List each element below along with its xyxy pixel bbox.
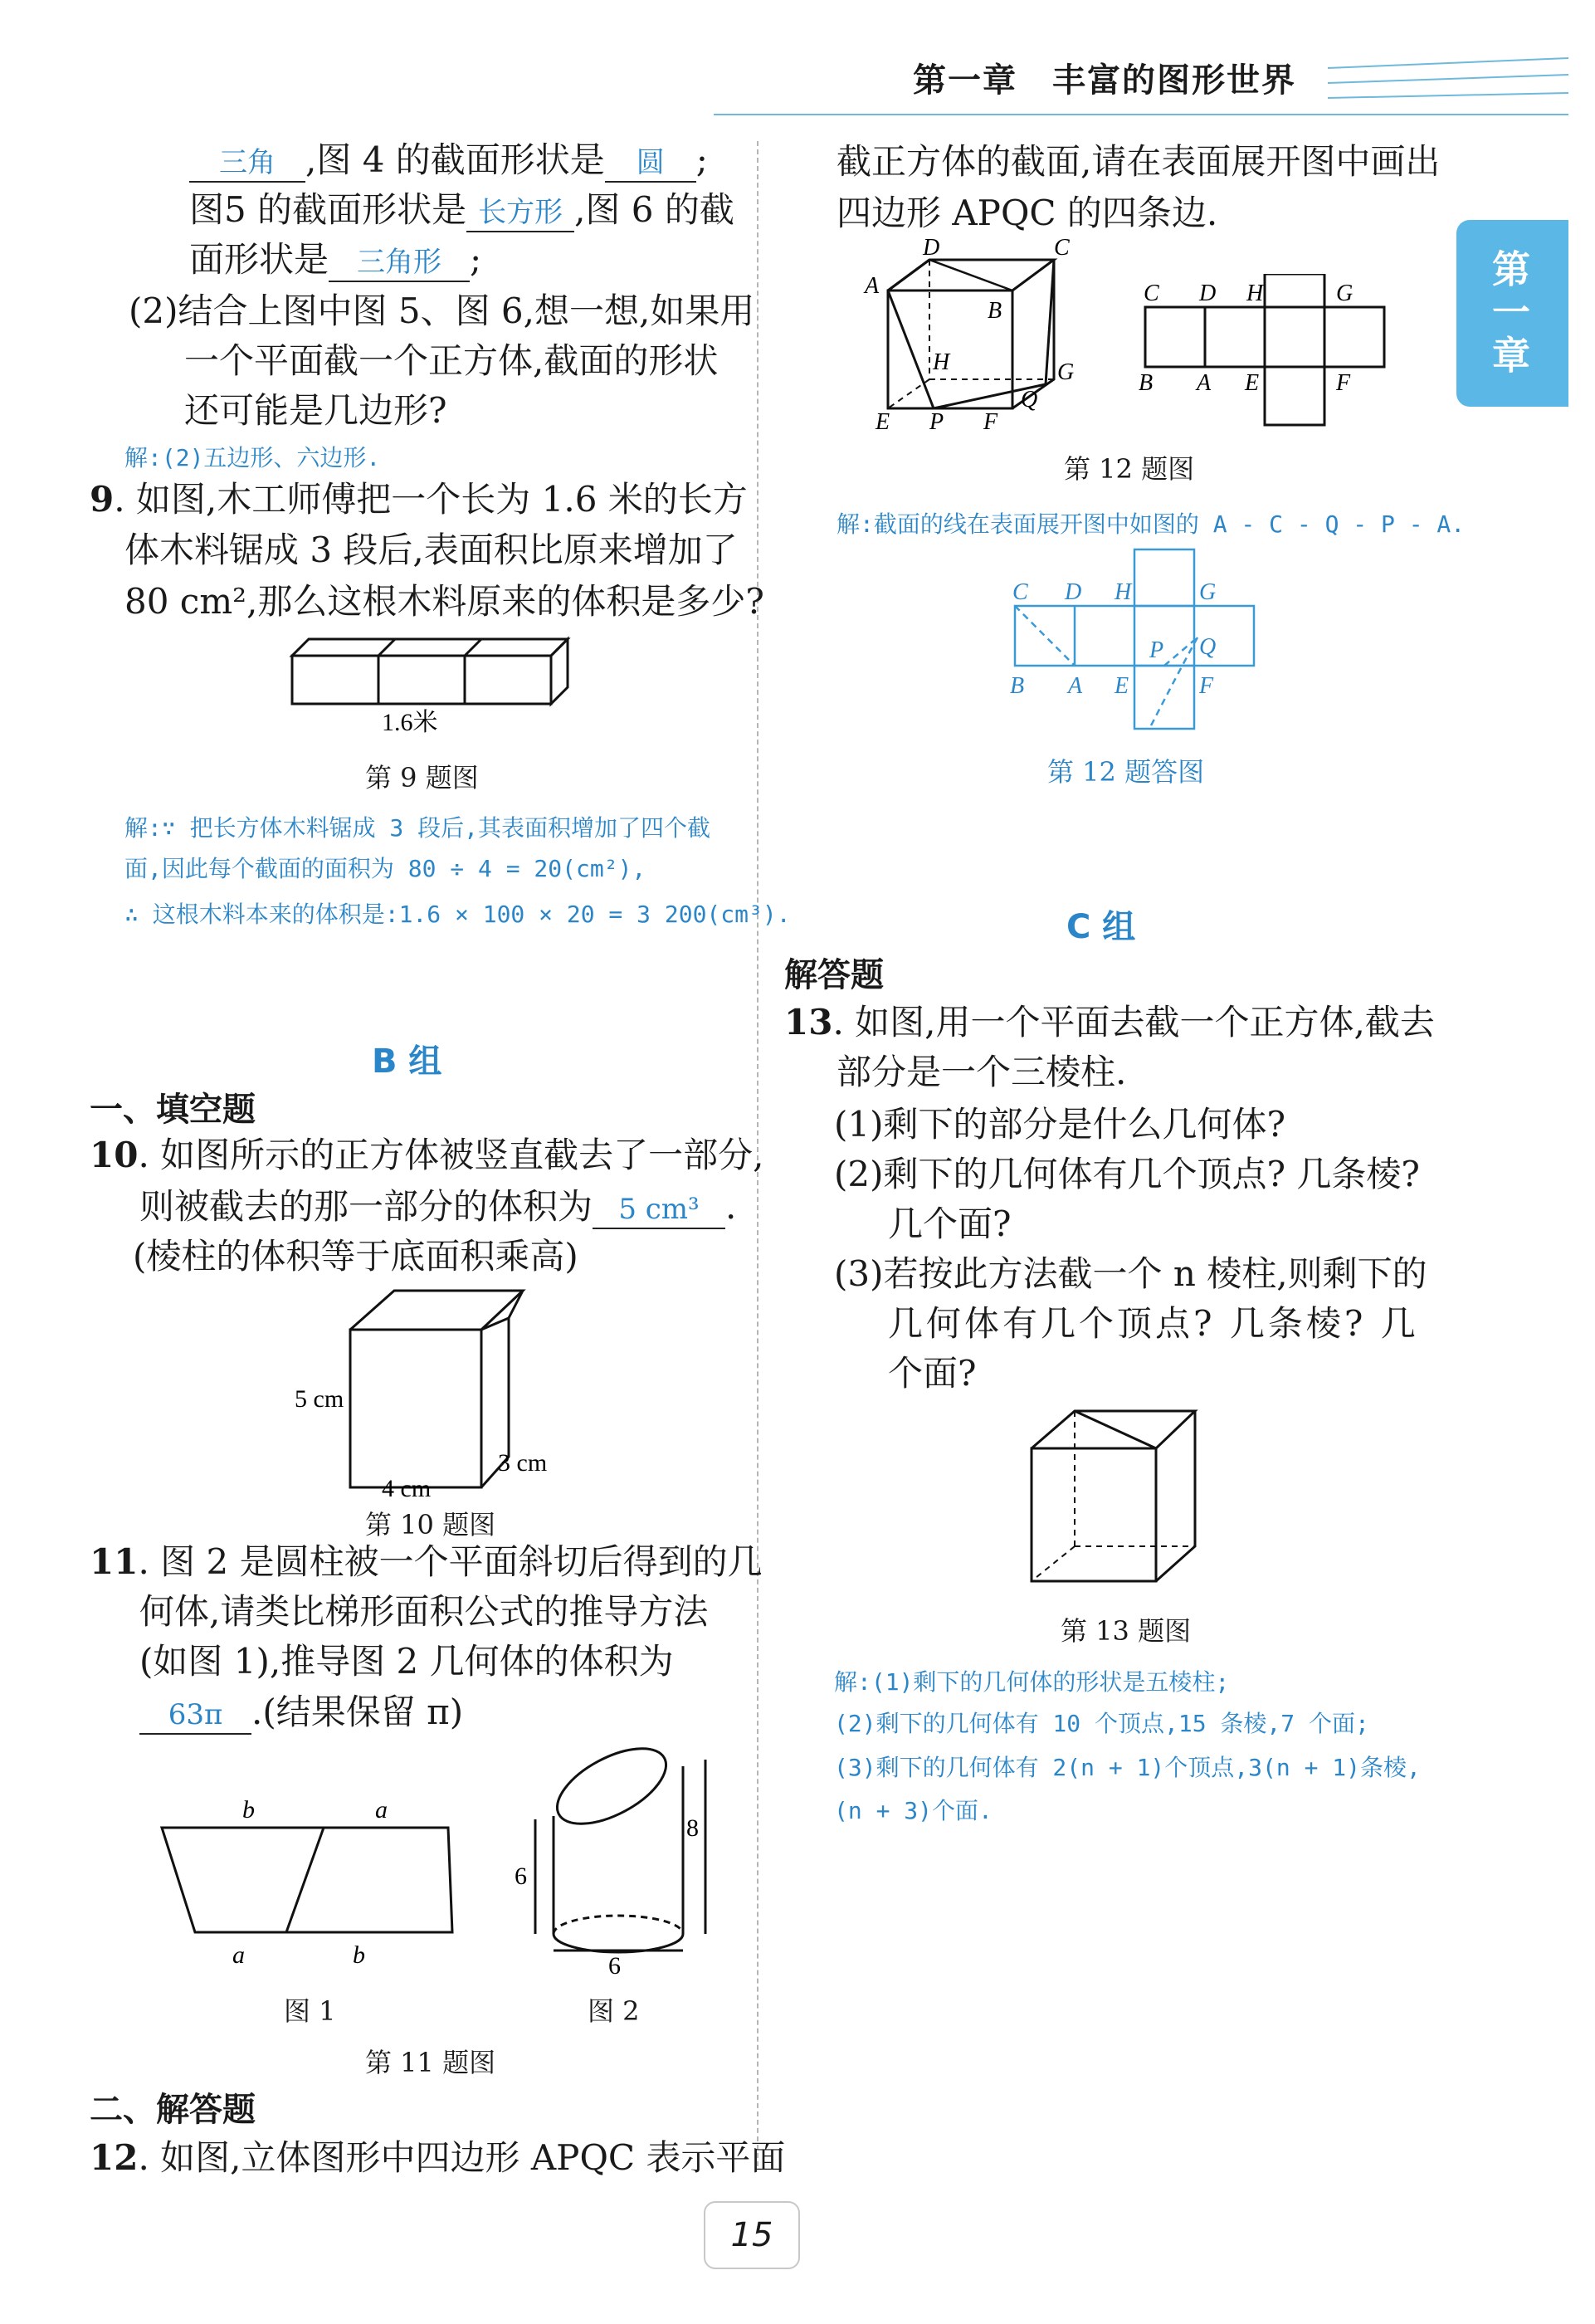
q12-ans-label-d: D [1065, 579, 1082, 605]
q11-fig2-diameter: 6 [608, 1952, 621, 1975]
q8-part2-line3: 还可能是几边形? [184, 390, 447, 431]
q11-figure2-cut-cylinder [502, 1743, 718, 1975]
q8-answer-blank-4: 三角形 [329, 244, 470, 282]
q12-net-label-e: E [1245, 370, 1260, 396]
q13-part3-line3: 个面? [888, 1353, 977, 1394]
q11-caption: 第 11 题图 [365, 2047, 496, 2078]
q13-number: 13 [784, 1002, 833, 1042]
q8-part2-line2: 一个平面截一个正方体,截面的形状 [184, 340, 719, 381]
q12-cube-figure [863, 237, 1079, 436]
q12-line1: 12. 如图,立体图形中四边形 APQC 表示平面 [90, 2137, 786, 2178]
q9-solution-line3: ∴ 这根木料本来的体积是:1.6 × 100 × 20 = 3 200(cm³). [124, 901, 791, 928]
q10-line1: 10. 如图所示的正方体被竖直截去了一部分, [90, 1135, 764, 1175]
q12-ans-label-f: F [1199, 673, 1214, 699]
q12-cube-label-e: E [876, 409, 890, 435]
q12-cube-label-c: C [1054, 237, 1070, 261]
q12-cube-label-f: F [983, 409, 998, 435]
q12-cube-label-b: B [988, 298, 1002, 324]
q13-line2: 部分是一个三棱柱. [837, 1052, 1127, 1092]
q9-line1: 9. 如图,木工师傅把一个长为 1.6 米的长方 [90, 479, 748, 520]
section-answer-heading: 二、解答题 [90, 2091, 256, 2129]
q12-ans-label-h: H [1115, 579, 1132, 605]
q12-number: 12 [90, 2137, 139, 2178]
q10-answer-blank: 5 cm³ [593, 1191, 725, 1229]
q12-net-figure [1137, 274, 1402, 432]
q11-fig1-a-bot: a [232, 1941, 245, 1969]
q12-ans-label-b: B [1010, 673, 1025, 699]
q11-fig2-h1: 6 [515, 1863, 527, 1890]
q12-line2: 截正方体的截面,请在表面展开图中画出 [837, 141, 1441, 182]
q11-figure2-caption: 图 2 [588, 1995, 640, 2027]
q10-caption: 第 10 题图 [365, 1509, 496, 1540]
q13-part1: (1)剩下的部分是什么几何体? [834, 1104, 1286, 1145]
q12-ans-label-p: P [1149, 637, 1164, 663]
q9-figure [282, 622, 573, 743]
q13-part2-line2: 几个面? [888, 1204, 1012, 1244]
page-number-box [704, 2201, 800, 2269]
q8-solution: 解:(2)五边形、六边形. [124, 444, 381, 471]
q8-answer-blank-1: 三角 [189, 144, 305, 183]
q10-line2: 则被截去的那一部分的体积为 5 cm³ . [139, 1182, 736, 1232]
q12-ans-label-a: A [1068, 673, 1083, 699]
chapter-title: 第一章 丰富的图形世界 [913, 61, 1296, 100]
q10-number: 10 [90, 1135, 139, 1175]
q12-net-label-d: D [1199, 281, 1217, 306]
section-solve-heading: 解答题 [784, 956, 884, 994]
q9-number: 9 [90, 479, 115, 520]
q8-line1: 三角 ,图 4 的截面形状是 圆 ; [189, 135, 708, 185]
q13-part3-line1: (3)若按此方法截一个 n 棱柱,则剩下的 [834, 1253, 1427, 1294]
q12-cube-label-q: Q [1021, 387, 1038, 413]
q11-fig1-b-bot: b [353, 1941, 365, 1969]
q12-line3: 四边形 APQC 的四条边. [837, 193, 1218, 233]
q11-line1: 11. 图 2 是圆柱被一个平面斜切后得到的几 [90, 1541, 763, 1582]
q12-ans-label-c: C [1012, 579, 1028, 605]
q13-solution-line3: (3)剩下的几何体有 2(n + 1)个顶点,3(n + 1)条棱, [834, 1754, 1421, 1781]
q11-answer-blank: 63π [139, 1697, 251, 1735]
q13-solution-line4: (n + 3)个面. [834, 1797, 993, 1824]
q10-line3: (棱柱的体积等于底面积乘高) [133, 1236, 578, 1277]
q13-part3-line2: 几何体有几个顶点? 几条棱? 几 [888, 1303, 1419, 1344]
q9-solution-line1: 解:∵ 把长方体木料锯成 3 段后,其表面积增加了四个截 [124, 814, 711, 842]
q12-net-label-h: H [1246, 281, 1264, 306]
q13-figure [1025, 1399, 1224, 1589]
q12-net-label-c: C [1144, 281, 1159, 306]
q9-line2: 体木料锯成 3 段后,表面积比原来增加了 [124, 530, 738, 570]
q12-cube-label-d: D [923, 237, 940, 261]
q9-length-label: 1.6米 [382, 709, 438, 736]
q12-cube-label-h: H [933, 349, 950, 375]
q13-caption: 第 13 题图 [1061, 1615, 1192, 1647]
q11-number: 11 [90, 1541, 139, 1582]
q11-fig1-a-top: a [375, 1796, 388, 1824]
q12-solution: 解:截面的线在表面展开图中如图的 A - C - Q - P - A. [837, 510, 1466, 538]
q8-line2: 图5 的截面形状是 长方形 ,图 6 的截 [189, 185, 734, 235]
chapter-side-tab-label: 第一章 [1486, 249, 1531, 378]
group-b-heading: B 组 [372, 1042, 442, 1081]
q9-solution-line2: 面,因此每个截面的面积为 80 ÷ 4 = 20(cm²), [124, 855, 646, 882]
q8-line3: 面形状是 三角形 ; [189, 235, 481, 285]
q11-line2: 何体,请类比梯形面积公式的推导方法 [139, 1591, 709, 1632]
q12-net-label-f: F [1336, 370, 1351, 396]
q12-ans-label-e: E [1115, 673, 1129, 699]
q11-fig2-h2: 8 [686, 1814, 699, 1842]
q11-line3: (如图 1),推导图 2 几何体的体积为 [139, 1641, 674, 1682]
q12-cube-label-g: G [1057, 359, 1075, 385]
q12-answer-caption: 第 12 题答图 [1047, 756, 1205, 788]
q10-height-label: 5 cm [295, 1385, 344, 1413]
q12-net-label-a: A [1197, 370, 1212, 396]
q12-cube-label-p: P [929, 409, 944, 435]
q12-cube-label-a: A [865, 273, 880, 299]
chapter-side-tab [1456, 220, 1568, 407]
q9-caption: 第 9 题图 [365, 762, 479, 793]
q12-ans-label-q: Q [1199, 634, 1217, 660]
q12-net-label-b: B [1139, 370, 1154, 396]
q8-part2-line1: (2)结合上图中图 5、图 6,想一想,如果用 [129, 290, 755, 331]
q8-answer-blank-2: 圆 [605, 144, 696, 183]
header-decoration-lines [714, 50, 1568, 124]
q12-caption: 第 12 题图 [1064, 453, 1195, 485]
q13-solution-line2: (2)剩下的几何体有 10 个顶点,15 条棱,7 个面; [834, 1710, 1369, 1737]
q13-part2-line1: (2)剩下的几何体有几个顶点? 几条棱? [834, 1154, 1420, 1194]
q12-ans-label-g: G [1199, 579, 1217, 605]
q8-answer-blank-3: 长方形 [466, 194, 574, 232]
page-header [0, 50, 1595, 133]
q11-figure1-trapezoids [149, 1784, 465, 1975]
q12-answer-net-figure [1000, 548, 1274, 739]
q12-net-label-g: G [1336, 281, 1354, 306]
q10-depth-label: 3 cm [498, 1449, 548, 1477]
q11-fig1-b-top: b [242, 1796, 255, 1824]
q11-line4: 63π .(结果保留 π) [139, 1687, 463, 1737]
page-number: 15 [730, 2216, 773, 2254]
section-fill-in-heading: 一、填空题 [90, 1091, 256, 1129]
q9-line3: 80 cm²,那么这根木料原来的体积是多少? [124, 581, 764, 622]
q10-figure [282, 1278, 548, 1511]
q11-figure1-caption: 图 1 [284, 1995, 336, 2027]
group-c-heading: C 组 [1066, 908, 1136, 946]
q13-solution-line1: 解:(1)剩下的几何体的形状是五棱柱; [834, 1668, 1230, 1696]
q13-line1: 13. 如图,用一个平面去截一个正方体,截去 [784, 1002, 1435, 1042]
q10-width-label: 4 cm [382, 1475, 432, 1502]
